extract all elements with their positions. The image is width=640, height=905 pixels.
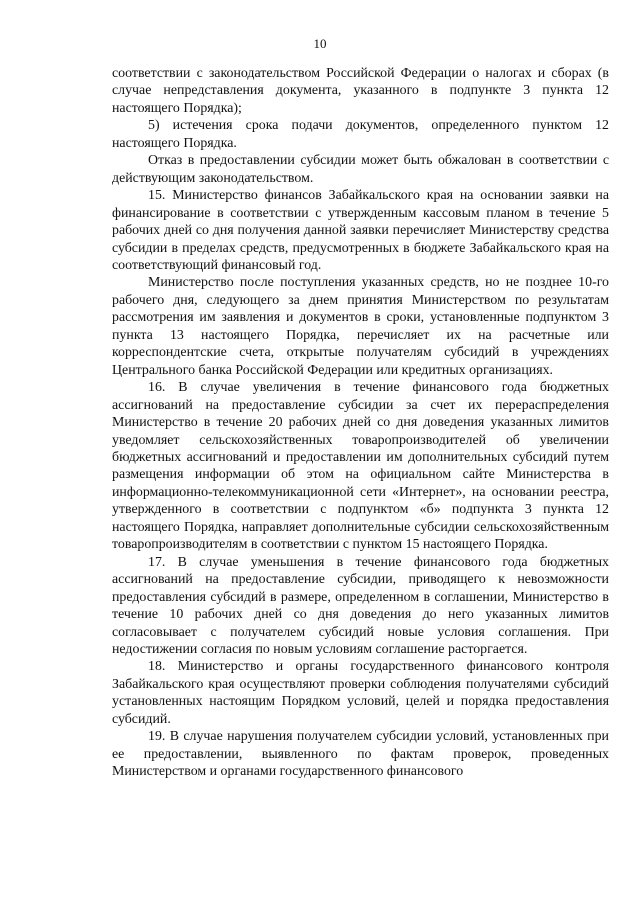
paragraph-16: 16. В случае увеличения в течение финансового года бюджетных ассигнований на предоставление субсидии за счет их перераспределения Министерство в течение 20 рабочих дней со дня доведения указанных лимитов уведомляет сельскохозяйственных товаропроизводителей об увеличении бюджетных ассигнований и предоставлении им дополнительных субсидий путем размещения информации об этом на официальном сайте Министерства в информационно-телекоммуникационной сети «Интернет», на основании реестра, утвержденного в соответствии с подпунктом «б» подпункта 3 пункта 12 настоящего Порядка, направляет дополнительные субсидии сельскохозяйственным товаропроизводителям в соответствии с пунктом 15 настоящего Порядка. [112, 380, 609, 553]
paragraph-item-5: 5) истечения срока подачи документов, определенного пунктом 12 настоящего Порядка. [112, 118, 609, 151]
paragraph-17: 17. В случае уменьшения в течение финансового года бюджетных ассигнований на предоставление субсидии, приводящего к невозможности предоставления субсидий в размере, определенном в соглашении, Министерство в течение 10 рабочих дней со дня доведения до него указанных лимитов согласовывает с получателем субсидий новые условия соглашения. При недостижении согласия по новым условиям соглашение расторгается. [112, 554, 609, 657]
paragraph-continuation: соответствии с законодательством Российской Федерации о налогах и сборах (в случае непредставления документа, указанного в подпункте 3 пункта 12 настоящего Порядка); [112, 66, 609, 116]
paragraph-15: 15. Министерство финансов Забайкальского края на основании заявки на финансирование в соответствии с утвержденным кассовым планом в течение 5 рабочих дней со дня получения данной заявки перечисляет Министерству средства субсидии в пределах средств, предусмотренных в бюджете Забайкальского края на соответствующий финансовый год. [112, 188, 609, 273]
paragraph-18: 18. Министерство и органы государственного финансового контроля Забайкальского края осуществляют проверки соблюдения получателями субсидий установленных настоящим Порядком условий, целей и порядка предоставления субсидий. [112, 659, 609, 727]
page-number: 10 [313, 36, 327, 51]
paragraph-refusal-appeal: Отказ в предоставлении субсидии может быть обжалован в соответствии с действующим законодательством. [112, 153, 609, 186]
document-body [112, 65, 609, 781]
paragraph-19: 19. В случае нарушения получателем субсидии условий, установленных при ее предоставлении, выявленного по фактам проверок, проведенных Министерством и органами государственного финансового [112, 729, 609, 780]
paragraph-15-transfer: Министерство после поступления указанных средств, но не позднее 10-го рабочего дня, следующего за днем принятия Министерством по результатам рассмотрения им заявления и документов в сроки, установленные подпунктом 3 пункта 13 настоящего Порядка, перечисляет их на расчетные или корреспондентские счета, открытые получателям субсидий в учреждениях Центрального банка Российской Федерации или кредитных организациях. [112, 275, 609, 378]
